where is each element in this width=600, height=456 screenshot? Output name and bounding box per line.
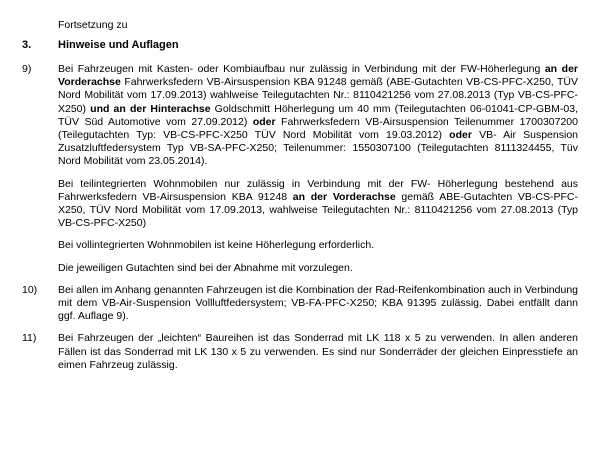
section-number: 3.: [22, 39, 32, 51]
item-body: [58, 332, 578, 372]
section-heading: [22, 38, 578, 52]
body-text: Bei Fahrzeugen der „leichten“ Baureihen ist das Sonderrad mit LK 118 x 5 zu verwenden. In allen anderen Fällen ist das Sonderrad mit LK 130 x 5 zu verwenden. Es sind nur Sonderräder der gleichen Einpresstiefe an eimen Fahrzeug zulässig.: [58, 332, 578, 371]
list-item: [22, 63, 578, 275]
list-item: [22, 284, 578, 324]
body-text: Bei Fahrzeugen mit Kasten- oder Kombiaufbau nur zulässig in Verbindung mit der FW-Höherlegung: [58, 63, 545, 75]
paragraph: [58, 63, 578, 169]
body-text: Fahrwerksfedern VB-Airsuspension Teilenummer 1700307200 (Teilegutachten Typ: VB-CS-PFC-X250 TÜV Nord Mobilität vom 19.03.2012): [58, 115, 578, 142]
list-item: [22, 332, 578, 372]
items-list: [22, 63, 578, 372]
item-number: 9): [22, 63, 32, 75]
body-text: Bei allen im Anhang genannten Fahrzeugen ist die Kombination der Rad-Reifenkombination auch in Verbindung mit dem VB-Air-Suspension Vollluftfedersystem; VB-FA-PFC-X250; KBA 91395 zulässig. Dabei entfällt dann ggf. Auflage 9).: [58, 283, 578, 323]
item-body: [58, 63, 578, 275]
emphasis-text: und an der Hinterachse: [90, 102, 211, 115]
body-text: Bei teilintegrierten Wohnmobilen nur zulässig in Verbindung mit der FW- Höherlegung bestehend aus Fahrwerksfedern VB-Airsuspension KBA 91248: [58, 177, 578, 203]
item-number: 11): [22, 332, 37, 345]
body-text: Goldschmitt Höherlegung um 40 mm (Teilegutachten 06-01041-CP-GBM-03, TÜV Süd Automotive vom 27.09.2012): [58, 102, 578, 128]
paragraph: [58, 239, 578, 252]
paragraph: [58, 262, 578, 275]
section-title: Hinweise und Auflagen: [58, 39, 179, 51]
body-text: VB- Air Suspension Zusatzluftfedersystem Typ VB-SA-PFC-X250; Teilenummer: 1550307100 (Teilegutachten 8111324455, Tüv Nord Mobilität vom 23.05.2014).: [58, 129, 578, 168]
emphasis-text: oder: [252, 115, 276, 128]
continuation-label: Fortsetzung zu: [58, 19, 128, 31]
body-text: Bei vollintegrierten Wohnmobilen ist keine Höherlegung erforderlich.: [58, 239, 375, 252]
body-text: Die jeweiligen Gutachten sind bei der Abnahme mit vorzulegen.: [58, 261, 353, 274]
paragraph: [58, 332, 578, 372]
emphasis-text: an der Vorderachse: [58, 63, 578, 89]
paragraph: [58, 178, 578, 231]
item-body: [58, 284, 578, 324]
emphasis-text: an der Vorderachse: [292, 190, 396, 203]
paragraph: [58, 284, 578, 324]
item-number: 10): [22, 283, 38, 296]
body-text: Fahrwerksfedern VB-Airsuspension KBA 91248 gemäß (ABE-Gutachten VB-CS-PFC-X250, TÜV Nord Mobilität vom 17.09.2013) wahlweise Teilegutachten Nr.: 8110421256 vom 27.08.2013 (Typ VB-CS-PFC-X250): [58, 76, 578, 115]
body-text: gemäß ABE-Gutachten VB-CS-PFC-X250, TÜV Nord Mobilität vom 17.09.2013, wahlweise Teilegutachten Nr.: 8110421256 vom 27.08.2013 (Typ VB-CS-PFC-X250): [58, 190, 578, 230]
emphasis-text: oder: [449, 129, 472, 142]
